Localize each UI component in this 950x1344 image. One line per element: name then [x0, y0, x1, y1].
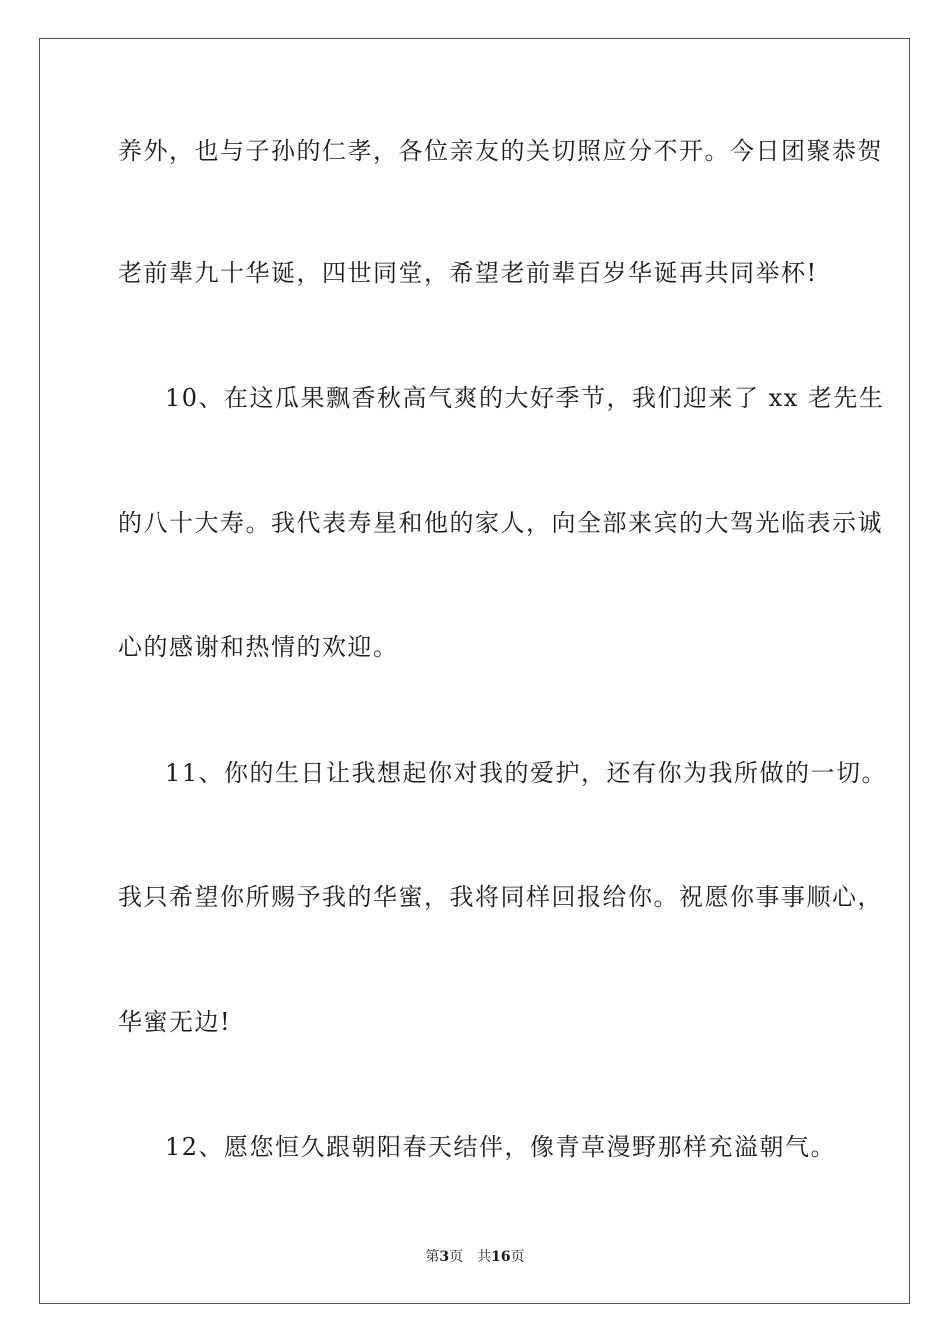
paragraph-line-item-10: 10、在这瓜果飘香秋高气爽的大好季节，我们迎来了 xx 老先生 — [165, 384, 885, 412]
paragraph-line-item-11: 11、你的生日让我想起你对我的爱护，还有你为我所做的一切。 — [165, 759, 888, 787]
page-border — [39, 38, 910, 1304]
paragraph-line: 华蜜无边! — [118, 1008, 232, 1036]
footer-prefix: 第 — [425, 1249, 440, 1265]
paragraph-line-item-12: 12、愿您恒久跟朝阳春天结伴，像青草漫野那样充溢朝气。 — [165, 1133, 837, 1161]
paragraph-line: 老前辈九十华诞，四世同堂，希望老前辈百岁华诞再共同举杯! — [118, 259, 818, 287]
paragraph-line: 我只希望你所赐予我的华蜜，我将同样回报给你。祝愿你事事顺心， — [118, 883, 883, 911]
footer-suffix: 页 — [510, 1249, 525, 1265]
footer-mid: 页 共 — [449, 1249, 492, 1265]
paragraph-line: 心的感谢和热情的欢迎。 — [118, 633, 399, 661]
current-page-number: 3 — [439, 1249, 450, 1265]
total-page-number: 16 — [491, 1249, 511, 1265]
paragraph-line: 养外，也与子孙的仁孝，各位亲友的关切照应分不开。今日团聚恭贺 — [118, 137, 883, 165]
page-footer — [0, 1247, 950, 1267]
paragraph-line: 的八十大寿。我代表寿星和他的家人，向全部来宾的大驾光临表示诚 — [118, 509, 883, 537]
